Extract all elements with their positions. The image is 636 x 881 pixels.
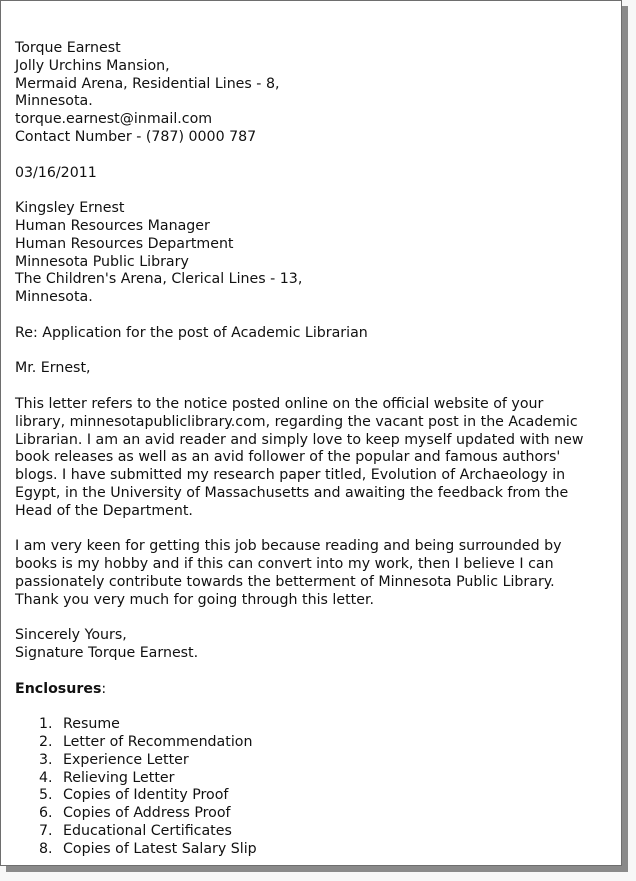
list-label: Resume [63,716,120,733]
sender-block [15,40,615,147]
body-paragraph-2 [15,538,615,609]
spacer [15,521,615,539]
paragraph-line: blogs. I have submitted my research paper titled, Evolution of Archaeology in [15,467,566,484]
list-number: 8. [39,840,53,857]
recipient-title: Human Resources Manager [15,217,210,234]
recipient-state: Minnesota. [15,289,93,306]
paragraph-line: Egypt, in the University of Massachusetts and awaiting the feedback from the [15,484,569,501]
list-number: 7. [39,823,53,840]
list-item [15,823,615,841]
list-item [15,734,615,752]
paragraph-line: This letter refers to the notice posted online on the official website of your [15,395,544,412]
sender-email: torque.earnest@inmail.com [15,111,213,128]
paragraph-line: passionately contribute towards the betterment of Minnesota Public Library. [15,573,555,590]
paragraph-line: Thank you very much for going through this letter. [15,591,374,608]
list-number: 2. [39,734,53,751]
body-paragraph-1 [15,396,615,521]
spacer [15,663,615,681]
list-number: 3. [39,751,53,768]
letter-content [15,40,615,859]
list-item [15,805,615,823]
list-label: Copies of Identity Proof [63,787,229,804]
subject-line: Re: Application for the post of Academic Librarian [15,324,368,341]
list-item [15,787,615,805]
sender-phone: Contact Number - (787) 0000 787 [15,128,257,145]
paragraph-line: I am very keen for getting this job because reading and being surrounded by [15,538,562,555]
enclosures-list [15,716,615,858]
paragraph-line: Head of the Department. [15,502,193,519]
recipient-block [15,200,615,307]
list-number: 6. [39,805,53,822]
list-label: Letter of Recommendation [63,734,253,751]
paragraph-line: book releases as well as an avid follower of the popular and famous authors' [15,449,561,466]
list-number: 5. [39,787,53,804]
paragraph-line: books is my hobby and if this can convert into my work, then I believe I can [15,556,554,573]
spacer [15,182,615,200]
list-label: Copies of Address Proof [63,805,231,822]
list-item [15,716,615,734]
recipient-department: Human Resources Department [15,235,234,252]
paragraph-line: Librarian. I am an avid reader and simply love to keep myself updated with new [15,431,584,448]
paragraph-line: library, minnesotapubliclibrary.com, regarding the vacant post in the Academic [15,413,578,430]
enclosures-heading: Enclosures [15,680,102,697]
list-number: 4. [39,769,53,786]
list-item [15,841,615,859]
letter-date: 03/16/2011 [15,164,97,181]
enclosures-colon: : [101,680,107,697]
valediction: Sincerely Yours, [15,627,127,644]
enclosures-heading-row [15,681,615,699]
sender-address-line-1: Jolly Urchins Mansion, [15,57,170,74]
list-item [15,752,615,770]
spacer [15,343,615,361]
recipient-organization: Minnesota Public Library [15,253,189,270]
spacer [15,307,615,325]
sender-name: Torque Earnest [15,40,121,56]
list-item [15,770,615,788]
recipient-name: Kingsley Ernest [15,200,125,217]
salutation: Mr. Ernest, [15,360,91,377]
sender-address-line-2: Mermaid Arena, Residential Lines - 8, [15,75,280,92]
list-label: Educational Certificates [63,823,232,840]
spacer [15,610,615,628]
list-label: Copies of Latest Salary Slip [63,840,257,857]
recipient-address: The Children's Arena, Clerical Lines - 13, [15,271,303,288]
spacer [15,698,615,716]
sender-state: Minnesota. [15,93,93,110]
spacer [15,378,615,396]
list-label: Relieving Letter [63,769,175,786]
spacer [15,147,615,165]
list-label: Experience Letter [63,751,189,768]
closing-block [15,627,615,663]
list-number: 1. [39,716,53,733]
signature: Signature Torque Earnest. [15,645,199,662]
